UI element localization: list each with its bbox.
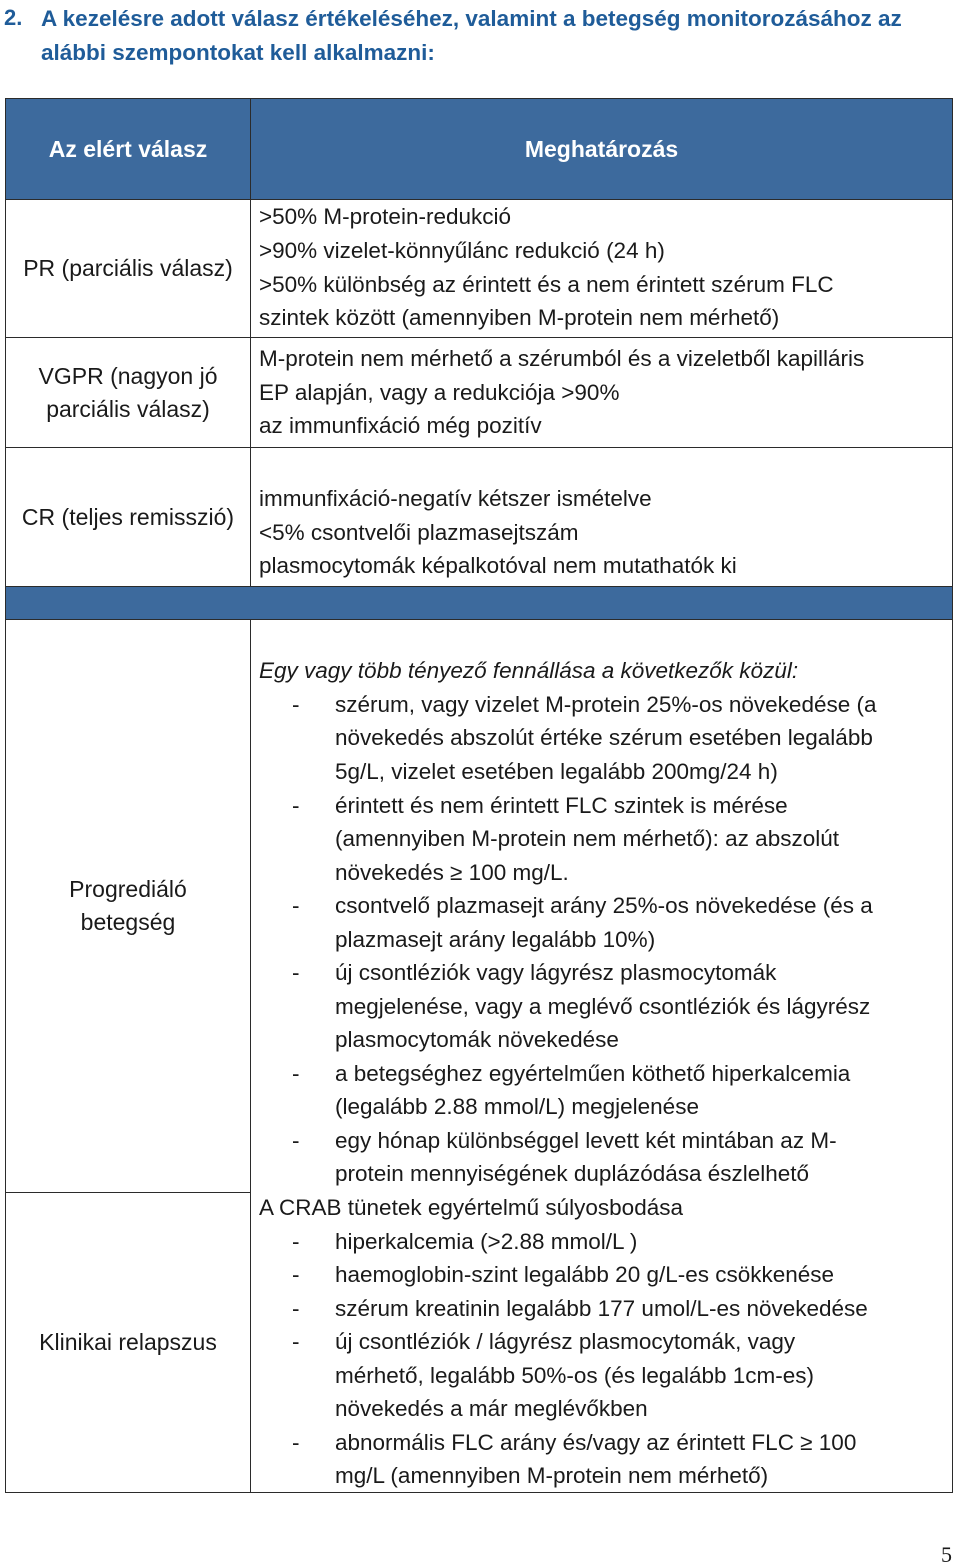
relapse-label-cell (5, 1192, 251, 1493)
header-response-cell (5, 98, 251, 200)
cr-line: immunfixáció-negatív kétszer ismételve (259, 486, 652, 511)
separator-row (5, 586, 953, 620)
section-title: A kezelésre adott válasz értékeléséhez, valamint a betegség monitorozásához az alábbi szempontokat kell alkalmazni: (41, 6, 902, 65)
bullet-dash: - (292, 1262, 300, 1287)
bullet-dash: - (292, 692, 300, 717)
bullet-line: a betegséghez egyértelműen köthető hiperkalcemia (335, 1061, 851, 1086)
bullet-dash: - (292, 1296, 300, 1321)
bullet-line: abnormális FLC arány és/vagy az érintett FLC ≥ 100 (335, 1430, 857, 1455)
bullet-line: szérum kreatinin legalább 177 umol/L-es növekedése (335, 1296, 868, 1321)
bullet-dash: - (292, 1128, 300, 1153)
pr-line: szintek között (amennyiben M-protein nem mérhető) (259, 305, 780, 330)
page-number: 5 (941, 1542, 952, 1567)
bullet-line: növekedés a már meglévőkben (335, 1396, 648, 1421)
bullet-dash: - (292, 1229, 300, 1254)
cr-line: <5% csontvelői plazmasejtszám (259, 520, 579, 545)
bullet-line: megjelenése, vagy a meglévő csontléziók és lágyrész (335, 994, 871, 1019)
vgpr-label: VGPR (nagyon jó parciális válasz) (38, 362, 218, 422)
header-definition: Meghatározás (524, 135, 679, 162)
pr-label-cell (5, 199, 251, 338)
vgpr-line: az immunfixáció még pozitív (259, 413, 542, 438)
vgpr-line: EP alapján, vagy a redukciója >90% (259, 380, 620, 405)
pr-line: >90% vizelet-könnyűlánc redukció (24 h) (259, 238, 665, 263)
relapse-intro: A CRAB tünetek egyértelmű súlyosbodása (259, 1195, 683, 1220)
bullet-dash: - (292, 893, 300, 918)
bullet-line: új csontléziók / lágyrész plasmocytomák, vagy (335, 1329, 796, 1354)
bullet-line: haemoglobin-szint legalább 20 g/L-es csökkenése (335, 1262, 835, 1287)
section-number: 2. (4, 5, 23, 30)
bullet-line: mg/L (amennyiben M-protein nem mérhető) (335, 1463, 769, 1488)
pr-label: PR (parciális válasz) (23, 255, 233, 281)
cr-label: CR (teljes remisszió) (21, 503, 235, 530)
bullet-dash: - (292, 793, 300, 818)
relapse-label: Klinikai relapszus (39, 1329, 217, 1355)
header-definition-cell (250, 98, 953, 200)
bullet-line: 5g/L, vizelet esetében legalább 200mg/24 h) (335, 759, 778, 784)
bullet-line: növekedés ≥ 100 mg/L. (335, 860, 569, 885)
bullet-dash: - (292, 1061, 300, 1086)
progressive-intro: Egy vagy több tényező fennállása a következők közül: (259, 658, 799, 683)
pr-line: >50% M-protein-redukció (259, 204, 511, 229)
cr-label-cell (5, 447, 251, 587)
bullet-line: plazmasejt arány legalább 10%) (335, 927, 656, 952)
bullet-line: hiperkalcemia (>2.88 mmol/L ) (335, 1229, 638, 1254)
vgpr-label-cell (5, 337, 251, 448)
header-response: Az elért válasz (48, 135, 208, 162)
bullet-line: (amennyiben M-protein nem mérhető): az abszolút (335, 826, 839, 851)
bullet-line: csontvelő plazmasejt arány 25%-os növekedése (és a (335, 893, 873, 918)
bullet-line: növekedés abszolút értéke szérum esetében legalább (335, 725, 873, 750)
bullet-line: protein mennyiségének duplázódása észlelhető (335, 1161, 810, 1186)
bullet-dash: - (292, 960, 300, 985)
bullet-dash: - (292, 1329, 300, 1354)
bullet-line: plasmocytomák növekedése (335, 1027, 619, 1052)
bullet-line: új csontléziók vagy lágyrész plasmocytomák (335, 960, 777, 985)
bullet-line: mérhető, legalább 50%-os (és legalább 1cm-es) (335, 1363, 815, 1388)
bullet-line: (legalább 2.88 mmol/L) megjelenése (335, 1094, 699, 1119)
bullet-line: érintett és nem érintett FLC szintek is mérése (335, 793, 788, 818)
cr-line: plasmocytomák képalkotóval nem mutathatók ki (259, 553, 737, 578)
bullet-line: egy hónap különbséggel levett két mintában az M- (335, 1128, 837, 1153)
bullet-dash: - (292, 1430, 300, 1455)
pr-line: >50% különbség az érintett és a nem érintett szérum FLC (259, 272, 834, 297)
vgpr-line: M-protein nem mérhető a szérumból és a vizeletből kapilláris (259, 346, 865, 371)
progressive-label: Progrediáló betegség (69, 876, 187, 935)
bullet-line: szérum, vagy vizelet M-protein 25%-os növekedése (a (335, 692, 877, 717)
progressive-label-cell (5, 619, 251, 1193)
